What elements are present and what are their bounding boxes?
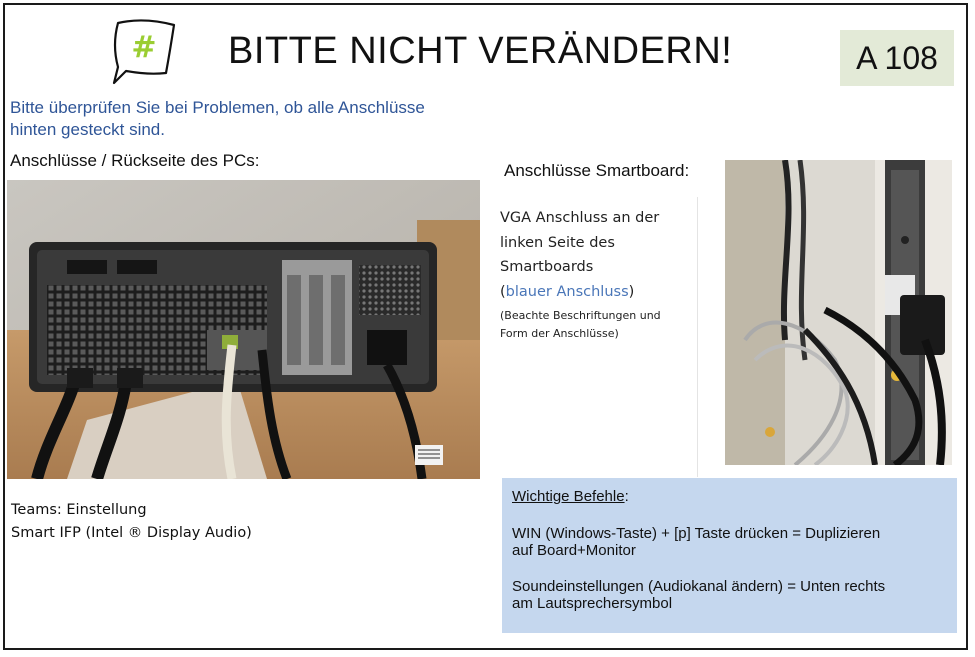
problem-hint bbox=[10, 97, 510, 141]
command-sound-line-2: am Lautsprechersymbol bbox=[512, 595, 673, 612]
paren-close: ) bbox=[628, 283, 635, 300]
important-commands-box bbox=[502, 478, 957, 633]
pc-rear-photo bbox=[7, 180, 480, 479]
hashtag-chat-bubble-icon bbox=[104, 11, 180, 87]
command-sound-line-1: Soundeinstellungen (Audiokanal ändern) = Unten rechts bbox=[512, 578, 886, 595]
teams-line-2: Smart IFP (Intel ® Display Audio) bbox=[11, 525, 252, 541]
hint-line-2: hinten gesteckt sind. bbox=[10, 120, 165, 139]
room-number-badge: A 108 bbox=[840, 30, 954, 86]
command-duplicate-line-1: WIN (Windows-Taste) + [p] Taste drücken = Duplizieren bbox=[512, 525, 881, 542]
commands-heading-suffix: : bbox=[624, 488, 629, 505]
smartboard-side-photo bbox=[725, 160, 952, 465]
command-duplicate bbox=[512, 525, 947, 559]
vga-instructions bbox=[500, 206, 700, 343]
vga-note-line-1: (Beachte Beschriftungen und bbox=[500, 309, 661, 322]
teams-setting bbox=[11, 499, 252, 545]
command-duplicate-line-2: auf Board+Monitor bbox=[512, 542, 636, 559]
vga-line-2: linken Seite des bbox=[500, 234, 615, 251]
vga-line-1: VGA Anschluss an der bbox=[500, 210, 660, 226]
blue-connector-text: blauer Anschluss bbox=[505, 283, 629, 300]
vga-line-4 bbox=[500, 280, 700, 305]
page-title: BITTE NICHT VERÄNDERN! bbox=[228, 30, 733, 72]
vga-line-3: Smartboards bbox=[500, 259, 594, 275]
teams-line-1: Teams: Einstellung bbox=[11, 502, 147, 518]
logo-hash-symbol: # bbox=[131, 30, 157, 65]
commands-heading bbox=[512, 488, 947, 505]
pc-connections-label: Anschlüsse / Rückseite des PCs: bbox=[10, 151, 260, 170]
hint-line-1: Bitte überprüfen Sie bei Problemen, ob alle Anschlüsse bbox=[10, 98, 425, 117]
vga-note-line-2: Form der Anschlüsse) bbox=[500, 327, 619, 340]
paren-open: ( bbox=[500, 283, 506, 300]
vga-note bbox=[500, 307, 700, 343]
smartboard-connections-label: Anschlüsse Smartboard: bbox=[504, 161, 690, 180]
commands-heading-text: Wichtige Befehle bbox=[512, 488, 625, 505]
command-sound bbox=[512, 578, 947, 612]
